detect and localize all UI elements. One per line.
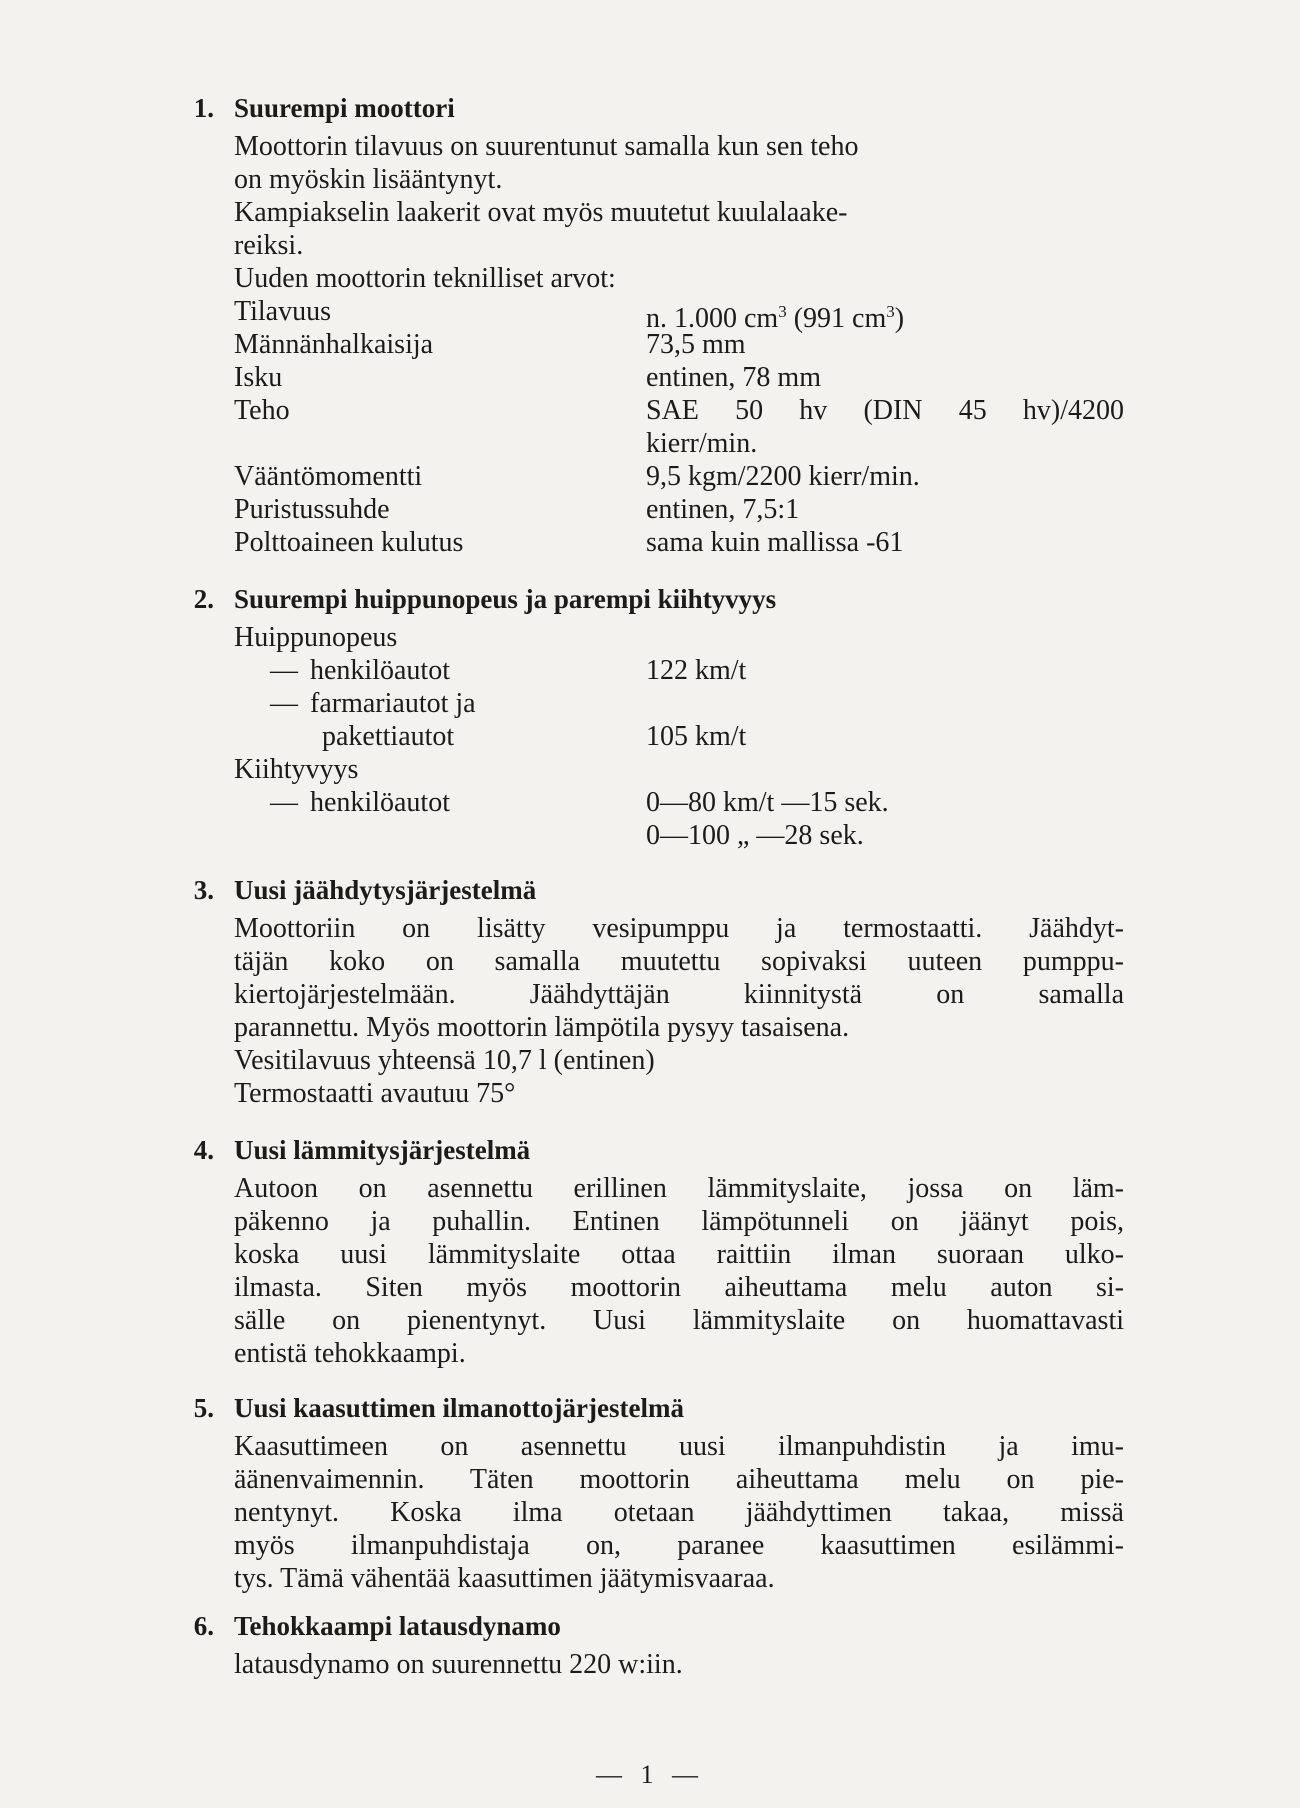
text-line: latausdynamo on suurennettu 220 w:iin.: [234, 1649, 683, 1680]
section-number: 1.: [193, 93, 214, 123]
text-line: nentynyt. Koska ilma otetaan jäähdyttimen takaa, missä: [234, 1497, 1124, 1528]
spec-value: entinen, 78 mm: [646, 362, 821, 393]
section-body: [234, 130, 1124, 559]
spec-value: entinen, 7,5:1: [646, 494, 800, 525]
spec-row-polttoaineen-kulutus: [234, 526, 1124, 559]
spec-label: Männänhalkaisija: [234, 329, 434, 360]
spec-row-isku: [234, 361, 1124, 394]
text-line: myös ilmanpuhdistaja on, paranee kaasuttimen esilämmi-: [234, 1530, 1124, 1561]
spec-row-vaantomomentti: [234, 460, 1124, 493]
section-title: Uusi jäähdytysjärjestelmä: [234, 875, 537, 905]
section-title: Suurempi moottori: [234, 93, 455, 123]
speed-row-cars: — henkilöautot 122 km/t: [270, 655, 747, 686]
speed-value: 105 km/t: [646, 721, 747, 752]
section-number: 5.: [193, 1393, 214, 1423]
spec-row-teho-cont: [234, 427, 1124, 460]
text-line: täjän koko on samalla muutettu sopivaksi uuteen pumppu-: [234, 946, 1124, 977]
spec-label: Polttoaineen kulutus: [234, 527, 464, 558]
spec-value: sama kuin mallissa -61: [646, 527, 904, 558]
accel-row-cars-2: [234, 819, 1124, 852]
text-line: Moottoriin on lisätty vesipumppu ja termostaatti. Jäähdyt-: [234, 913, 1124, 944]
spec-label: Puristussuhde: [234, 494, 390, 525]
page-number: — 1 —: [596, 1760, 704, 1789]
spec-value: 73,5 mm: [646, 329, 746, 360]
section-number: 6.: [193, 1611, 214, 1641]
text-line: parannettu. Myös moottorin lämpötila pysyy tasaisena.: [234, 1012, 850, 1043]
text-line: Autoon on asennettu erillinen lämmityslaite, jossa on läm-: [234, 1173, 1124, 1204]
section-title: Uusi kaasuttimen ilmanottojärjestelmä: [234, 1393, 684, 1423]
text-line: on myöskin lisääntynyt.: [234, 164, 503, 195]
text-line: tys. Tämä vähentää kaasuttimen jäätymisvaaraa.: [234, 1563, 775, 1594]
section-number: 2.: [193, 584, 214, 614]
text-line: äänenvaimennin. Täten moottorin aiheuttama melu on pie-: [234, 1464, 1124, 1495]
text-line: Moottorin tilavuus on suurentunut samalla kun sen teho: [234, 131, 859, 162]
accel-value: 0—100 „ —28 sek.: [646, 820, 864, 851]
spec-value: n. 1.000 $cm^3$ (991 $cm^3$): [646, 302, 905, 334]
text-line: päkenno ja puhallin. Entinen lämpötunneli on jäänyt pois,: [234, 1206, 1124, 1237]
text-line: sälle on pienentynyt. Uusi lämmityslaite on huomattavasti: [234, 1305, 1124, 1336]
speed-row-vans: — farmariautot ja: [270, 688, 476, 719]
text-line: Vesitilavuus yhteensä 10,7 l (entinen): [234, 1045, 655, 1076]
text-line: Uuden moottorin teknilliset arvot:: [234, 263, 616, 294]
section-body: [234, 621, 1124, 852]
section-body: [234, 912, 1124, 1110]
text-line: Kaasuttimeen on asennettu uusi ilmanpuhdistin ja imu-: [234, 1431, 1124, 1462]
top-speed-label: Huippunopeus: [234, 622, 398, 653]
accel-row-cars: — henkilöautot 0—80 km/t —15 sek.: [270, 787, 889, 818]
spec-row-teho: [234, 394, 1124, 427]
spec-label: Vääntömomentti: [234, 461, 423, 492]
section-body: [234, 1430, 1124, 1595]
section-title: Uusi lämmitysjärjestelmä: [234, 1135, 531, 1165]
spec-label: Teho: [234, 395, 290, 426]
spec-row-tilavuus: [234, 295, 1124, 334]
text-line: reiksi.: [234, 230, 304, 261]
text-line: Kampiakselin laakerit ovat myös muutetut kuulalaake-: [234, 197, 848, 228]
section-title: Tehokkaampi latausdynamo: [234, 1611, 561, 1641]
section-number: 3.: [193, 875, 214, 905]
section-number: 4.: [193, 1135, 214, 1165]
section-body: [234, 1648, 1124, 1681]
spec-label: Isku: [234, 362, 283, 393]
text-line: ilmasta. Siten myös moottorin aiheuttama melu auton si-: [234, 1272, 1124, 1303]
text-line: Termostaatti avautuu 75°: [234, 1078, 516, 1109]
spec-value: 9,5 kgm/2200 kierr/min.: [646, 461, 920, 492]
section-title: Suurempi huippunopeus ja parempi kiihtyvyys: [234, 584, 777, 614]
spec-row-mannanhalkaisija: [234, 328, 1124, 361]
spec-value: SAE 50 hv (DIN 45 hv)/4200: [646, 395, 1124, 426]
speed-value: 122 km/t: [646, 655, 747, 686]
spec-value: kierr/min.: [646, 428, 758, 459]
spec-label: Tilavuus: [234, 296, 332, 327]
accel-value: 0—80 km/t —15 sek.: [646, 787, 889, 818]
spec-row-puristussuhde: [234, 493, 1124, 526]
text-line: kiertojärjestelmään. Jäähdyttäjän kiinnitystä on samalla: [234, 979, 1124, 1010]
text-line: entistä tehokkaampi.: [234, 1338, 466, 1369]
speed-row-vans-cont: pakettiautot 105 km/t: [322, 721, 747, 752]
section-body: [234, 1172, 1124, 1370]
acceleration-label: Kiihtyvyys: [234, 754, 359, 785]
text-line: koska uusi lämmityslaite ottaa raittiin ilman suoraan ulko-: [234, 1239, 1124, 1270]
